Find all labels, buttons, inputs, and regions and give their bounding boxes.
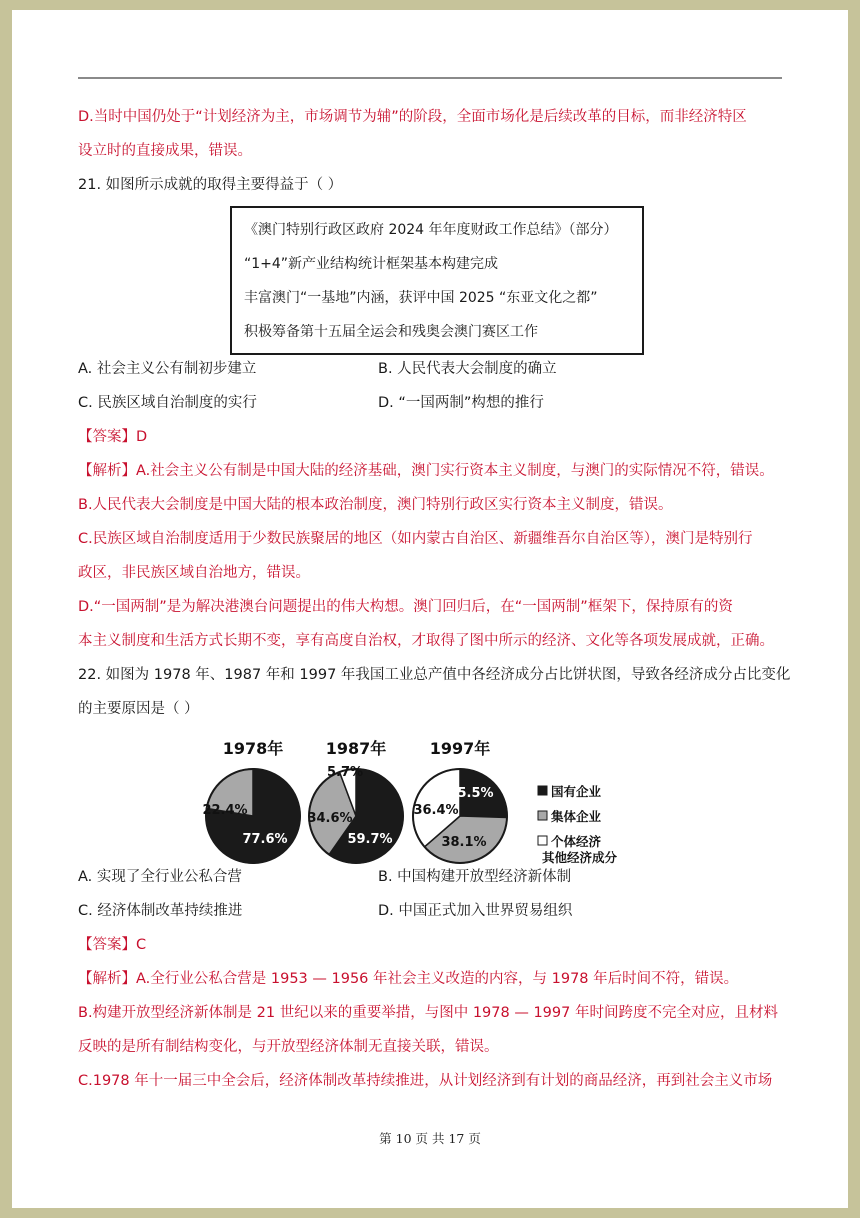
q21-analysis-d2: 本主义制度和生活方式长期不变，享有高度自治权，才取得了图中所示的经济、文化等各项发展成就，正确。 [78, 633, 774, 649]
q21-answer [78, 426, 147, 448]
q21-option-b[interactable]: B. 人民代表大会制度的确立 [378, 361, 557, 377]
pie-data-label: 34.6% [307, 811, 353, 826]
pie-data-label: 5.7% [326, 765, 364, 780]
q22-analysis-b2: 反映的是所有制结构变化，与开放型经济体制无直接关联，错误。 [78, 1039, 499, 1055]
q22-option-c[interactable]: C. 经济体制改革持续推进 [78, 903, 243, 919]
legend-label-cont: 其他经济成分 [542, 850, 618, 864]
q22-analysis-a [78, 968, 738, 990]
q21-box-line: 积极筹备第十五届全运会和残奥会澳门赛区工作 [244, 324, 538, 340]
q22-answer [78, 934, 146, 956]
pie-title: 1978年 [222, 739, 284, 758]
page-footer: 第 10 页 共 17 页 [379, 1131, 481, 1146]
q22-option-b[interactable]: B. 中国构建开放型经济新体制 [378, 869, 572, 885]
pie-data-label: 36.4% [413, 803, 459, 818]
q21-option-a[interactable]: A. 社会主义公有制初步建立 [78, 361, 257, 377]
q22-option-d[interactable]: D. 中国正式加入世界贸易组织 [378, 903, 573, 919]
q21-box-line: “1+4”新产业结构统计框架基本构建完成 [244, 256, 499, 272]
q22-stem-line2: 的主要原因是（ ） [78, 701, 199, 717]
q21-option-d[interactable]: D. “一国两制”构想的推行 [378, 395, 544, 411]
legend-label: 集体企业 [551, 809, 602, 824]
q22-analysis-c1: C.1978 年十一届三中全会后，经济体制改革持续推进，从计划经济到有计划的商品经济，再到社会主义市场 [78, 1073, 773, 1089]
answer-tag: 【答案】 [78, 429, 136, 445]
pie-data-label: 38.1% [441, 835, 487, 850]
header-rule [78, 77, 782, 79]
pie-title: 1997年 [429, 739, 491, 758]
q21-stem: 21. 如图所示成就的取得主要得益于（ ） [78, 177, 343, 193]
q21-analysis-d1: D.“一国两制”是为解决港澳台问题提出的伟大构想。澳门回归后，在“一国两制”框架下，保持原有的资 [78, 599, 733, 615]
pie-data-label: 59.7% [347, 832, 393, 847]
legend-swatch [538, 836, 547, 845]
analysis-text: A.社会主义公有制是中国大陆的经济基础，澳门实行资本主义制度，与澳门的实际情况不符，错误。 [136, 463, 774, 479]
q21-analysis-b: B.人民代表大会制度是中国大陆的根本政治制度，澳门特别行政区实行资本主义制度，错误。 [78, 497, 673, 513]
analysis-tag: 【解析】 [78, 463, 136, 479]
analysis-tag: 【解析】 [78, 971, 136, 987]
legend-swatch [538, 811, 547, 820]
answer-tag: 【答案】 [78, 937, 136, 953]
q21-box-line: 《澳门特别行政区政府 2024 年年度财政工作总结》（部分） [244, 222, 618, 238]
prev-option-d-line2: 设立时的直接成果，错误。 [78, 143, 252, 159]
q22-option-a[interactable]: A. 实现了全行业公私合营 [78, 869, 242, 885]
q21-analysis-c1: C.民族区域自治制度适用于少数民族聚居的地区（如内蒙古自治区、新疆维吾尔自治区等），澳门是特别行 [78, 531, 753, 547]
legend-label: 国有企业 [551, 784, 602, 799]
document-page [12, 10, 848, 1208]
pie-data-label: 77.6% [242, 832, 288, 847]
legend-swatch [538, 786, 547, 795]
q21-analysis-a [78, 460, 774, 482]
answer-value: D [136, 429, 148, 445]
pie-title: 1987年 [325, 739, 387, 758]
answer-value: C [136, 937, 147, 953]
legend-label: 个体经济 [551, 834, 602, 849]
prev-option-d-line1: D.当时中国仍处于“计划经济为主，市场调节为辅”的阶段，全面市场化是后续改革的目标，而非经济特区 [78, 109, 747, 125]
pie-data-label: 25.5% [448, 786, 494, 801]
q21-option-c[interactable]: C. 民族区域自治制度的实行 [78, 395, 257, 411]
q21-analysis-c2: 政区，非民族区域自治地方，错误。 [78, 565, 310, 581]
pie-data-label: 22.4% [202, 803, 248, 818]
q22-analysis-b1: B.构建开放型经济新体制是 21 世纪以来的重要举措，与图中 1978 — 1997 年时间跨度不完全对应，且材料 [78, 1005, 778, 1021]
pie-charts-figure [198, 724, 668, 864]
q21-box-line: 丰富澳门“一基地”内涵，获评中国 2025 “东亚文化之都” [244, 290, 598, 306]
q22-stem-line1: 22. 如图为 1978 年、1987 年和 1997 年我国工业总产值中各经济成分占比饼状图，导致各经济成分占比变化 [78, 667, 791, 683]
q21-material-box [230, 206, 644, 355]
analysis-text: A.全行业公私合营是 1953 — 1956 年社会主义改造的内容，与 1978 年后时间不符，错误。 [136, 971, 739, 987]
